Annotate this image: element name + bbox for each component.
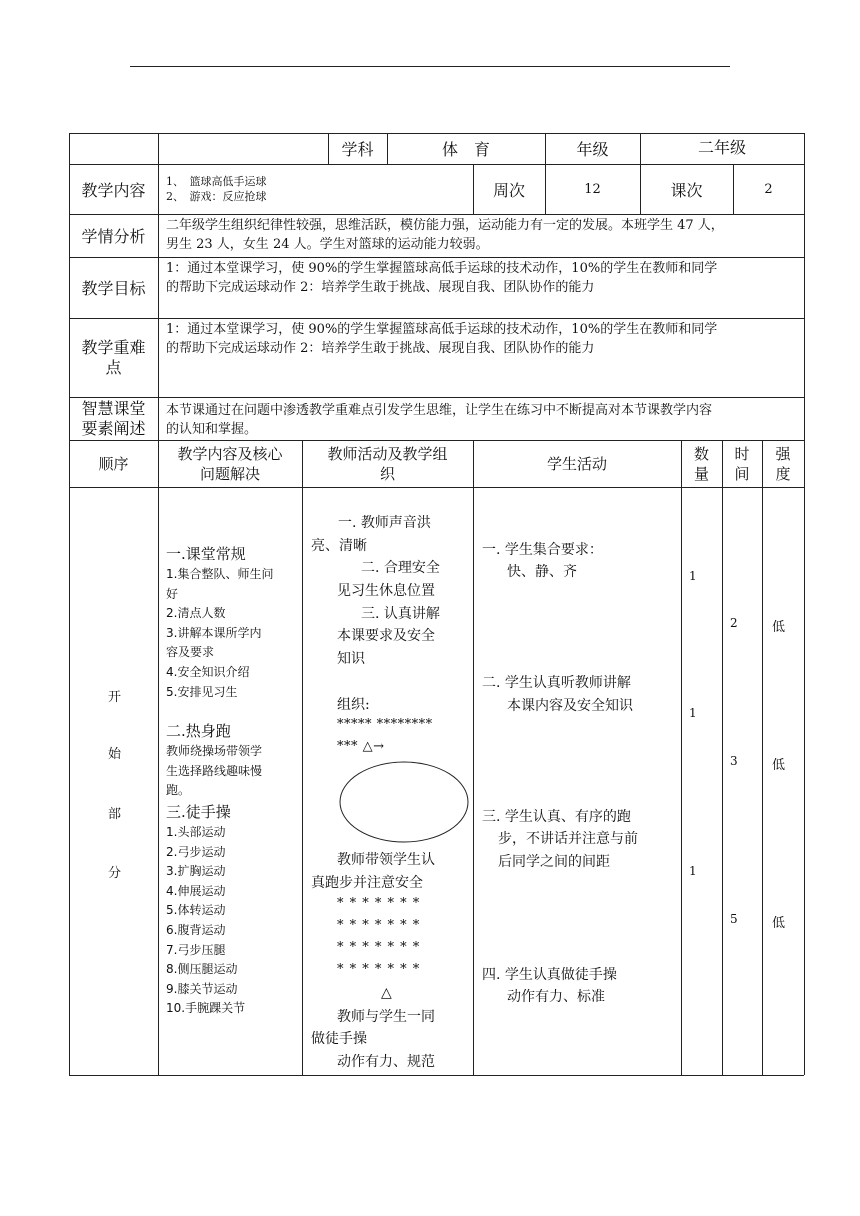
intensity-value: 低 <box>772 620 786 635</box>
content-item: 2、 游戏：反应抢球 <box>166 190 267 203</box>
formation-row: * * * * * * * <box>337 918 421 933</box>
running-track-oval <box>338 760 472 844</box>
content-item: 1、 篮球高低手运球 <box>166 175 267 188</box>
student-line: 二. 学生认真听教师讲解 <box>482 675 631 691</box>
org-stars: *** △→ <box>337 739 385 754</box>
time-value: 5 <box>730 912 738 926</box>
student-line: 本课内容及安全知识 <box>507 698 633 714</box>
start-content: 一.课堂常规 1.集合整队、师生问 好 2.清点人数 3.讲解本课所学内 容及要求 4.安全知识介绍 5.安排见习生 二.热身跑 教师绕操场带领学 生选择路线趣味慢 跑。 三.徒手操 1.头部运动 2.弓步运动 3.扩胸运动 4.伸展运动 5.体转运动 6.腹背运动 7.弓步压腿 8.侧压腿运动 9.膝关节运动 10.手腕踝关节 <box>166 543 302 1019</box>
col-student: 学生活动 <box>546 455 607 473</box>
section-char: 分 <box>108 866 122 881</box>
grade-value: 二年级 <box>697 138 746 157</box>
teacher-line: 知识 <box>337 651 365 667</box>
header-rule <box>130 66 730 67</box>
teaching-content-label: 教学内容 <box>81 180 146 200</box>
student-line: 步，不讲话并注意与前 <box>498 831 638 847</box>
org-stars: ***** ******** <box>337 717 433 732</box>
intensity-value: 低 <box>772 758 786 773</box>
grade-label: 年级 <box>576 140 609 159</box>
section-char: 始 <box>108 747 122 762</box>
section-heading: 一.课堂常规 <box>166 545 246 563</box>
teacher-line: 亮、清晰 <box>311 538 367 554</box>
teacher-line: 做徒手操 <box>311 1031 367 1047</box>
teacher-line: 教师与学生一同 <box>337 1009 435 1025</box>
student-line: 快、静、齐 <box>507 564 577 580</box>
student-line: 动作有力、标准 <box>507 989 605 1005</box>
col-qty: 数 量 <box>693 444 709 483</box>
student-line: 一. 学生集合要求： <box>482 542 603 558</box>
org-label: 组织: <box>337 697 370 713</box>
col-intensity: 强 度 <box>775 444 791 483</box>
key-points-text: 1：通过本堂课学习，使 90%的学生掌握篮球高低手运球的技术动作，10%的学生在教师和同学 的帮助下完成运球动作 2：培养学生敢于挑战、展现自我、团队协作的能力 <box>166 322 718 356</box>
qty-value: 1 <box>689 864 697 878</box>
week-label: 周次 <box>492 180 525 200</box>
qty-value: 1 <box>689 569 697 583</box>
student-line: 三. 学生认真、有序的跑 <box>482 809 631 825</box>
smart-text: 本节课通过在问题中渗透教学重难点引发学生思维，让学生在练习中不断提高对本节课教学内容 的认知和掌握。 <box>166 403 713 437</box>
section-heading: 二.热身跑 <box>166 722 231 741</box>
teacher-line: 见习生休息位置 <box>337 583 435 599</box>
col-content: 教学内容及核心 问题解决 <box>177 444 283 483</box>
time-value: 2 <box>730 616 738 630</box>
teacher-line: 动作有力、规范 <box>337 1054 435 1070</box>
goals-text: 1：通过本堂课学习，使 90%的学生掌握篮球高低手运球的技术动作，10%的学生在教师和同学 的帮助下完成运球动作 2：培养学生敢于挑战、展现自我、团队协作的能力 <box>166 261 718 295</box>
situation-label: 学情分析 <box>81 227 146 246</box>
teacher-line: 真跑步并注意安全 <box>311 875 423 891</box>
teacher-line: 教师带领学生认 <box>337 852 435 868</box>
formation-row: * * * * * * * <box>337 896 421 911</box>
col-time: 时 间 <box>734 444 750 483</box>
teacher-line: 一. 教师声音洪 <box>338 515 431 531</box>
col-teacher: 教师活动及教学组 织 <box>327 444 448 483</box>
student-line: 后同学之间的间距 <box>498 854 610 870</box>
lesson-label: 课次 <box>670 180 703 200</box>
section-char: 部 <box>108 807 122 822</box>
time-value: 3 <box>730 754 738 768</box>
key-points-label: 教学重难 点 <box>81 337 146 377</box>
section-char: 开 <box>108 690 122 705</box>
teacher-line: 三. 认真讲解 <box>361 606 440 622</box>
situation-text: 二年级学生组织纪律性较强，思维活跃，模仿能力强，运动能力有一定的发展。本班学生 47 人， 男生 23 人，女生 24 人。学生对篮球的运动能力较弱。 <box>166 218 724 252</box>
formation-row: * * * * * * * <box>337 962 421 977</box>
subject-value: 体 育 <box>441 140 490 159</box>
formation-row: * * * * * * * <box>337 940 421 955</box>
goals-label: 教学目标 <box>81 279 146 298</box>
teacher-triangle: △ <box>381 985 392 1001</box>
section-heading: 三.徒手操 <box>166 802 231 821</box>
intensity-value: 低 <box>772 916 786 931</box>
teacher-line: 本课要求及安全 <box>337 628 435 644</box>
col-order: 顺序 <box>98 455 129 473</box>
subject-label: 学科 <box>341 140 374 159</box>
student-line: 四. 学生认真做徒手操 <box>482 967 617 983</box>
lesson-value: 2 <box>764 181 773 197</box>
qty-value: 1 <box>689 706 697 720</box>
smart-label: 智慧课堂 要素阐述 <box>81 398 146 438</box>
week-value: 12 <box>584 181 601 197</box>
teacher-line: 二. 合理安全 <box>361 560 440 576</box>
teaching-content-items <box>166 174 466 204</box>
